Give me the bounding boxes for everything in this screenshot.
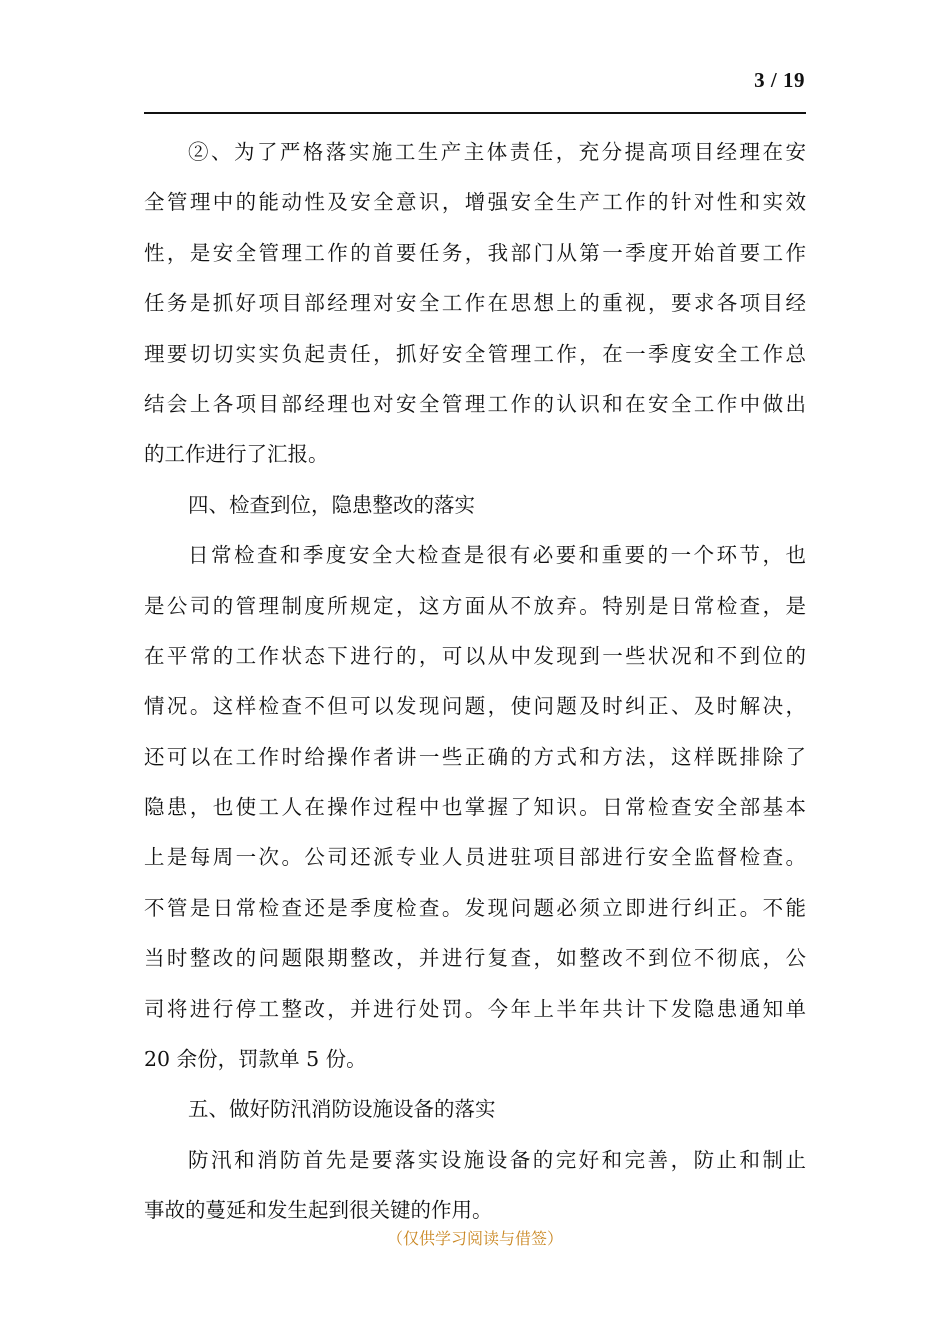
document-body bbox=[144, 127, 806, 1236]
text-line: 全管理中的能动性及安全意识，增强安全生产工作的针对性和实效 bbox=[144, 190, 806, 215]
text-line: 隐患，也使工人在操作过程中也掌握了知识。日常检查安全部基本 bbox=[144, 795, 806, 820]
text-line: ②、为了严格落实施工生产主体责任，充分提高项目经理在安 bbox=[188, 140, 806, 164]
footer-note: （仅供学习阅读与借签） bbox=[386, 1229, 563, 1248]
text-line: 20 余份，罚款单 5 份。 bbox=[144, 1047, 367, 1072]
text-line: 上是每周一次。公司还派专业人员进驻项目部进行安全监督检查。 bbox=[144, 845, 806, 870]
text-line: 不管是日常检查还是季度检查。发现问题必须立即进行纠正。不能 bbox=[144, 895, 806, 920]
text-line: 是公司的管理制度所规定，这方面从不放弃。特别是日常检查，是 bbox=[144, 593, 806, 618]
text-line: 的工作进行了汇报。 bbox=[144, 442, 329, 467]
text-line: 性，是安全管理工作的首要任务，我部门从第一季度开始首要工作 bbox=[144, 240, 806, 265]
header-rule bbox=[144, 112, 806, 114]
text-line: 事故的蔓延和发生起到很关键的作用。 bbox=[144, 1198, 493, 1223]
text-line: 任务是抓好项目部经理对安全工作在思想上的重视，要求各项目经 bbox=[144, 291, 806, 316]
text-line: 当时整改的问题限期整改，并进行复查，如整改不到位不彻底，公 bbox=[144, 946, 806, 971]
text-line: 情况。这样检查不但可以发现问题，使问题及时纠正、及时解决， bbox=[144, 694, 806, 719]
text-line: 理要切切实实负起责任，抓好安全管理工作，在一季度安全工作总 bbox=[144, 341, 806, 366]
text-line: 防汛和消防首先是要落实设施设备的完好和完善，防止和制止 bbox=[188, 1147, 806, 1172]
page-number: 3 / 19 bbox=[754, 68, 805, 92]
text-line: 结会上各项目部经理也对安全管理工作的认识和在安全工作中做出 bbox=[144, 391, 806, 416]
text-line: 五、做好防汛消防设施设备的落实 bbox=[188, 1097, 496, 1122]
text-line: 还可以在工作时给操作者讲一些正确的方式和方法，这样既排除了 bbox=[144, 744, 806, 769]
text-line: 在平常的工作状态下进行的，可以从中发现到一些状况和不到位的 bbox=[144, 643, 806, 668]
text-line: 四、检查到位，隐患整改的落实 bbox=[188, 492, 475, 517]
text-line: 日常检查和季度安全大检查是很有必要和重要的一个环节，也 bbox=[188, 543, 806, 568]
text-line: 司将进行停工整改，并进行处罚。今年上半年共计下发隐患通知单 bbox=[144, 996, 806, 1021]
